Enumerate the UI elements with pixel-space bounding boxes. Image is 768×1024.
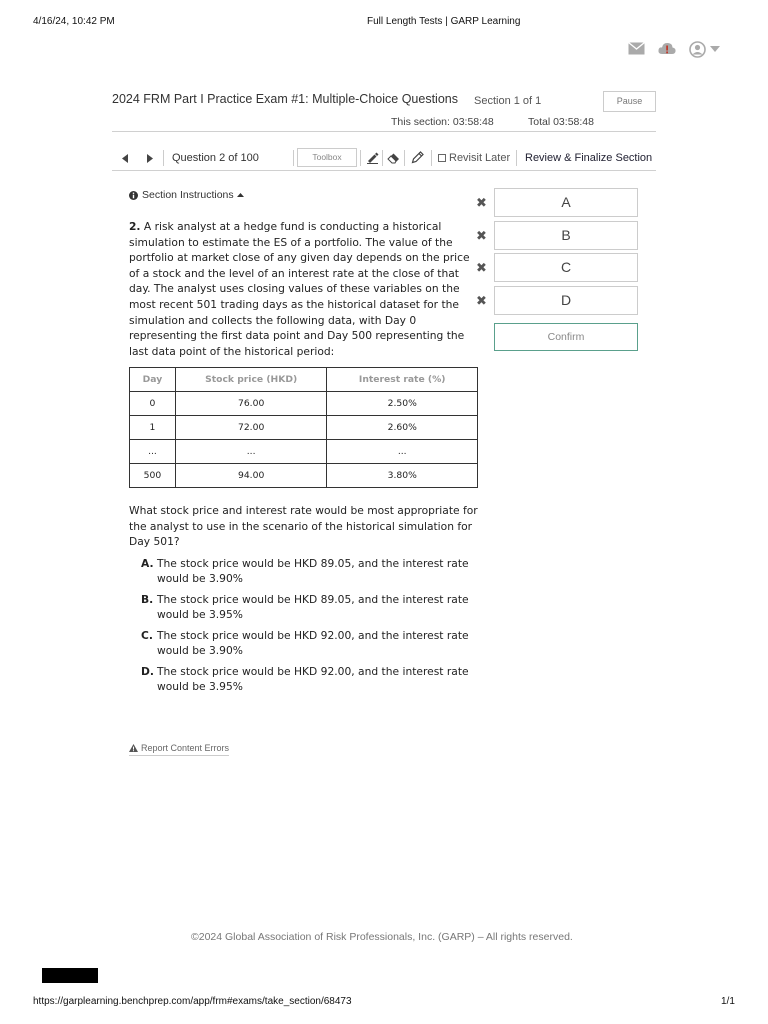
revisit-later-checkbox[interactable] [438, 152, 510, 164]
choice-text: The stock price would be HKD 89.05, and the interest rate would be 3.95% [157, 593, 469, 621]
warning-triangle-icon [129, 744, 138, 752]
table-row [130, 464, 478, 488]
section-timer: This section: 03:58:48 [391, 116, 494, 128]
redaction-block [42, 968, 98, 983]
exam-title: 2024 FRM Part I Practice Exam #1: Multiple-Choice Questions [112, 92, 458, 106]
toolbox-button[interactable]: Toolbox [297, 148, 357, 167]
question-stem [129, 219, 479, 359]
answer-option-a[interactable]: A [494, 188, 638, 217]
eliminate-c-icon[interactable]: ✖ [476, 260, 487, 275]
table-cell: 500 [130, 464, 176, 488]
eraser-icon[interactable] [387, 152, 400, 164]
print-page-title: Full Length Tests | GARP Learning [367, 16, 521, 27]
chevron-down-icon[interactable] [710, 46, 720, 52]
prev-question-icon[interactable] [122, 154, 128, 163]
header-divider [112, 131, 656, 132]
choice-letter: B. [141, 593, 154, 606]
caret-up-icon [237, 193, 244, 197]
toolbar-separator [163, 150, 164, 166]
table-cell: ... [175, 440, 327, 464]
choice-letter: C. [141, 629, 153, 642]
confirm-button[interactable]: Confirm [494, 323, 638, 351]
report-label: Report Content Errors [141, 743, 230, 753]
print-url: https://garplearning.benchprep.com/app/frm#exams/take_section/68473 [33, 996, 352, 1007]
choice-text: The stock price would be HKD 92.00, and the interest rate would be 3.95% [157, 665, 469, 693]
print-datetime: 4/16/24, 10:42 PM [33, 16, 115, 27]
question-number: 2. [129, 220, 141, 233]
table-cell: ... [327, 440, 478, 464]
table-cell: 1 [130, 416, 176, 440]
table-cell: 2.50% [327, 392, 478, 416]
table-header-row [130, 368, 478, 392]
section-instructions-toggle[interactable] [129, 189, 244, 201]
toolbar-separator [382, 150, 383, 166]
table-cell: ... [130, 440, 176, 464]
table-row [130, 392, 478, 416]
print-page-count: 1/1 [721, 996, 735, 1007]
report-content-errors-link[interactable] [129, 743, 229, 756]
choice-letter: A. [141, 557, 154, 570]
choice-text: The stock price would be HKD 92.00, and the interest rate would be 3.90% [157, 629, 469, 657]
table-cell: 76.00 [175, 392, 327, 416]
choice-d[interactable] [141, 665, 471, 694]
table-cell: 2.60% [327, 416, 478, 440]
eliminate-d-icon[interactable]: ✖ [476, 293, 487, 308]
table-cell: 94.00 [175, 464, 327, 488]
copyright-footer: ©2024 Global Association of Risk Professionals, Inc. (GARP) – All rights reserved. [191, 931, 573, 943]
pencil-icon[interactable] [411, 151, 424, 164]
next-question-icon[interactable] [147, 154, 153, 163]
info-icon [129, 191, 138, 200]
question-prompt: What stock price and interest rate would be most appropriate for the analyst to use in the scenario of the historical simulation for Day 501? [129, 504, 478, 549]
mail-icon[interactable] [628, 42, 645, 55]
toolbar-divider [112, 170, 656, 171]
choice-a[interactable] [141, 557, 471, 586]
table-row [130, 416, 478, 440]
table-cell: 3.80% [327, 464, 478, 488]
section-instructions-label: Section Instructions [142, 189, 234, 201]
choice-b[interactable] [141, 593, 471, 622]
eliminate-a-icon[interactable]: ✖ [476, 195, 487, 210]
table-row [130, 440, 478, 464]
highlighter-icon[interactable] [366, 151, 379, 164]
answer-option-d[interactable]: D [494, 286, 638, 315]
toolbar-separator [293, 150, 294, 166]
question-text: A risk analyst at a hedge fund is conducting a historical simulation to estimate the ES of a portfolio. The value of the portfolio at market close of any given day depends on the price of a stock and the level of an interest rate at the close of that day. The analyst uses closing values of these variables on the most recent 501 trading days as the historical dataset for the simulation and collects the following data, with Day 0 representing the first data point and Day 500 representing the last data point of the historical period: [129, 220, 470, 358]
toolbar-separator [431, 150, 432, 166]
historical-data-table [129, 367, 478, 488]
table-header-cell: Day [130, 368, 176, 392]
choice-text: The stock price would be HKD 89.05, and the interest rate would be 3.90% [157, 557, 469, 585]
answer-option-c[interactable]: C [494, 253, 638, 282]
alert-cloud-icon[interactable] [658, 41, 676, 56]
toolbar-separator [404, 150, 405, 166]
toolbar-separator [516, 150, 517, 166]
section-label: Section 1 of 1 [474, 95, 542, 107]
choice-c[interactable] [141, 629, 471, 658]
table-cell: 72.00 [175, 416, 327, 440]
toolbar-separator [360, 150, 361, 166]
eliminate-b-icon[interactable]: ✖ [476, 228, 487, 243]
total-timer: Total 03:58:48 [528, 116, 594, 128]
revisit-later-label: Revisit Later [449, 152, 511, 164]
user-avatar-icon[interactable] [689, 41, 706, 58]
table-header-cell: Interest rate (%) [327, 368, 478, 392]
table-cell: 0 [130, 392, 176, 416]
choice-letter: D. [141, 665, 154, 678]
table-header-cell: Stock price (HKD) [175, 368, 327, 392]
review-finalize-button[interactable]: Review & Finalize Section [525, 152, 653, 164]
answer-option-b[interactable]: B [494, 221, 638, 250]
checkbox-square-icon[interactable] [438, 154, 446, 162]
pause-button[interactable]: Pause [603, 91, 656, 112]
question-counter: Question 2 of 100 [172, 152, 259, 164]
